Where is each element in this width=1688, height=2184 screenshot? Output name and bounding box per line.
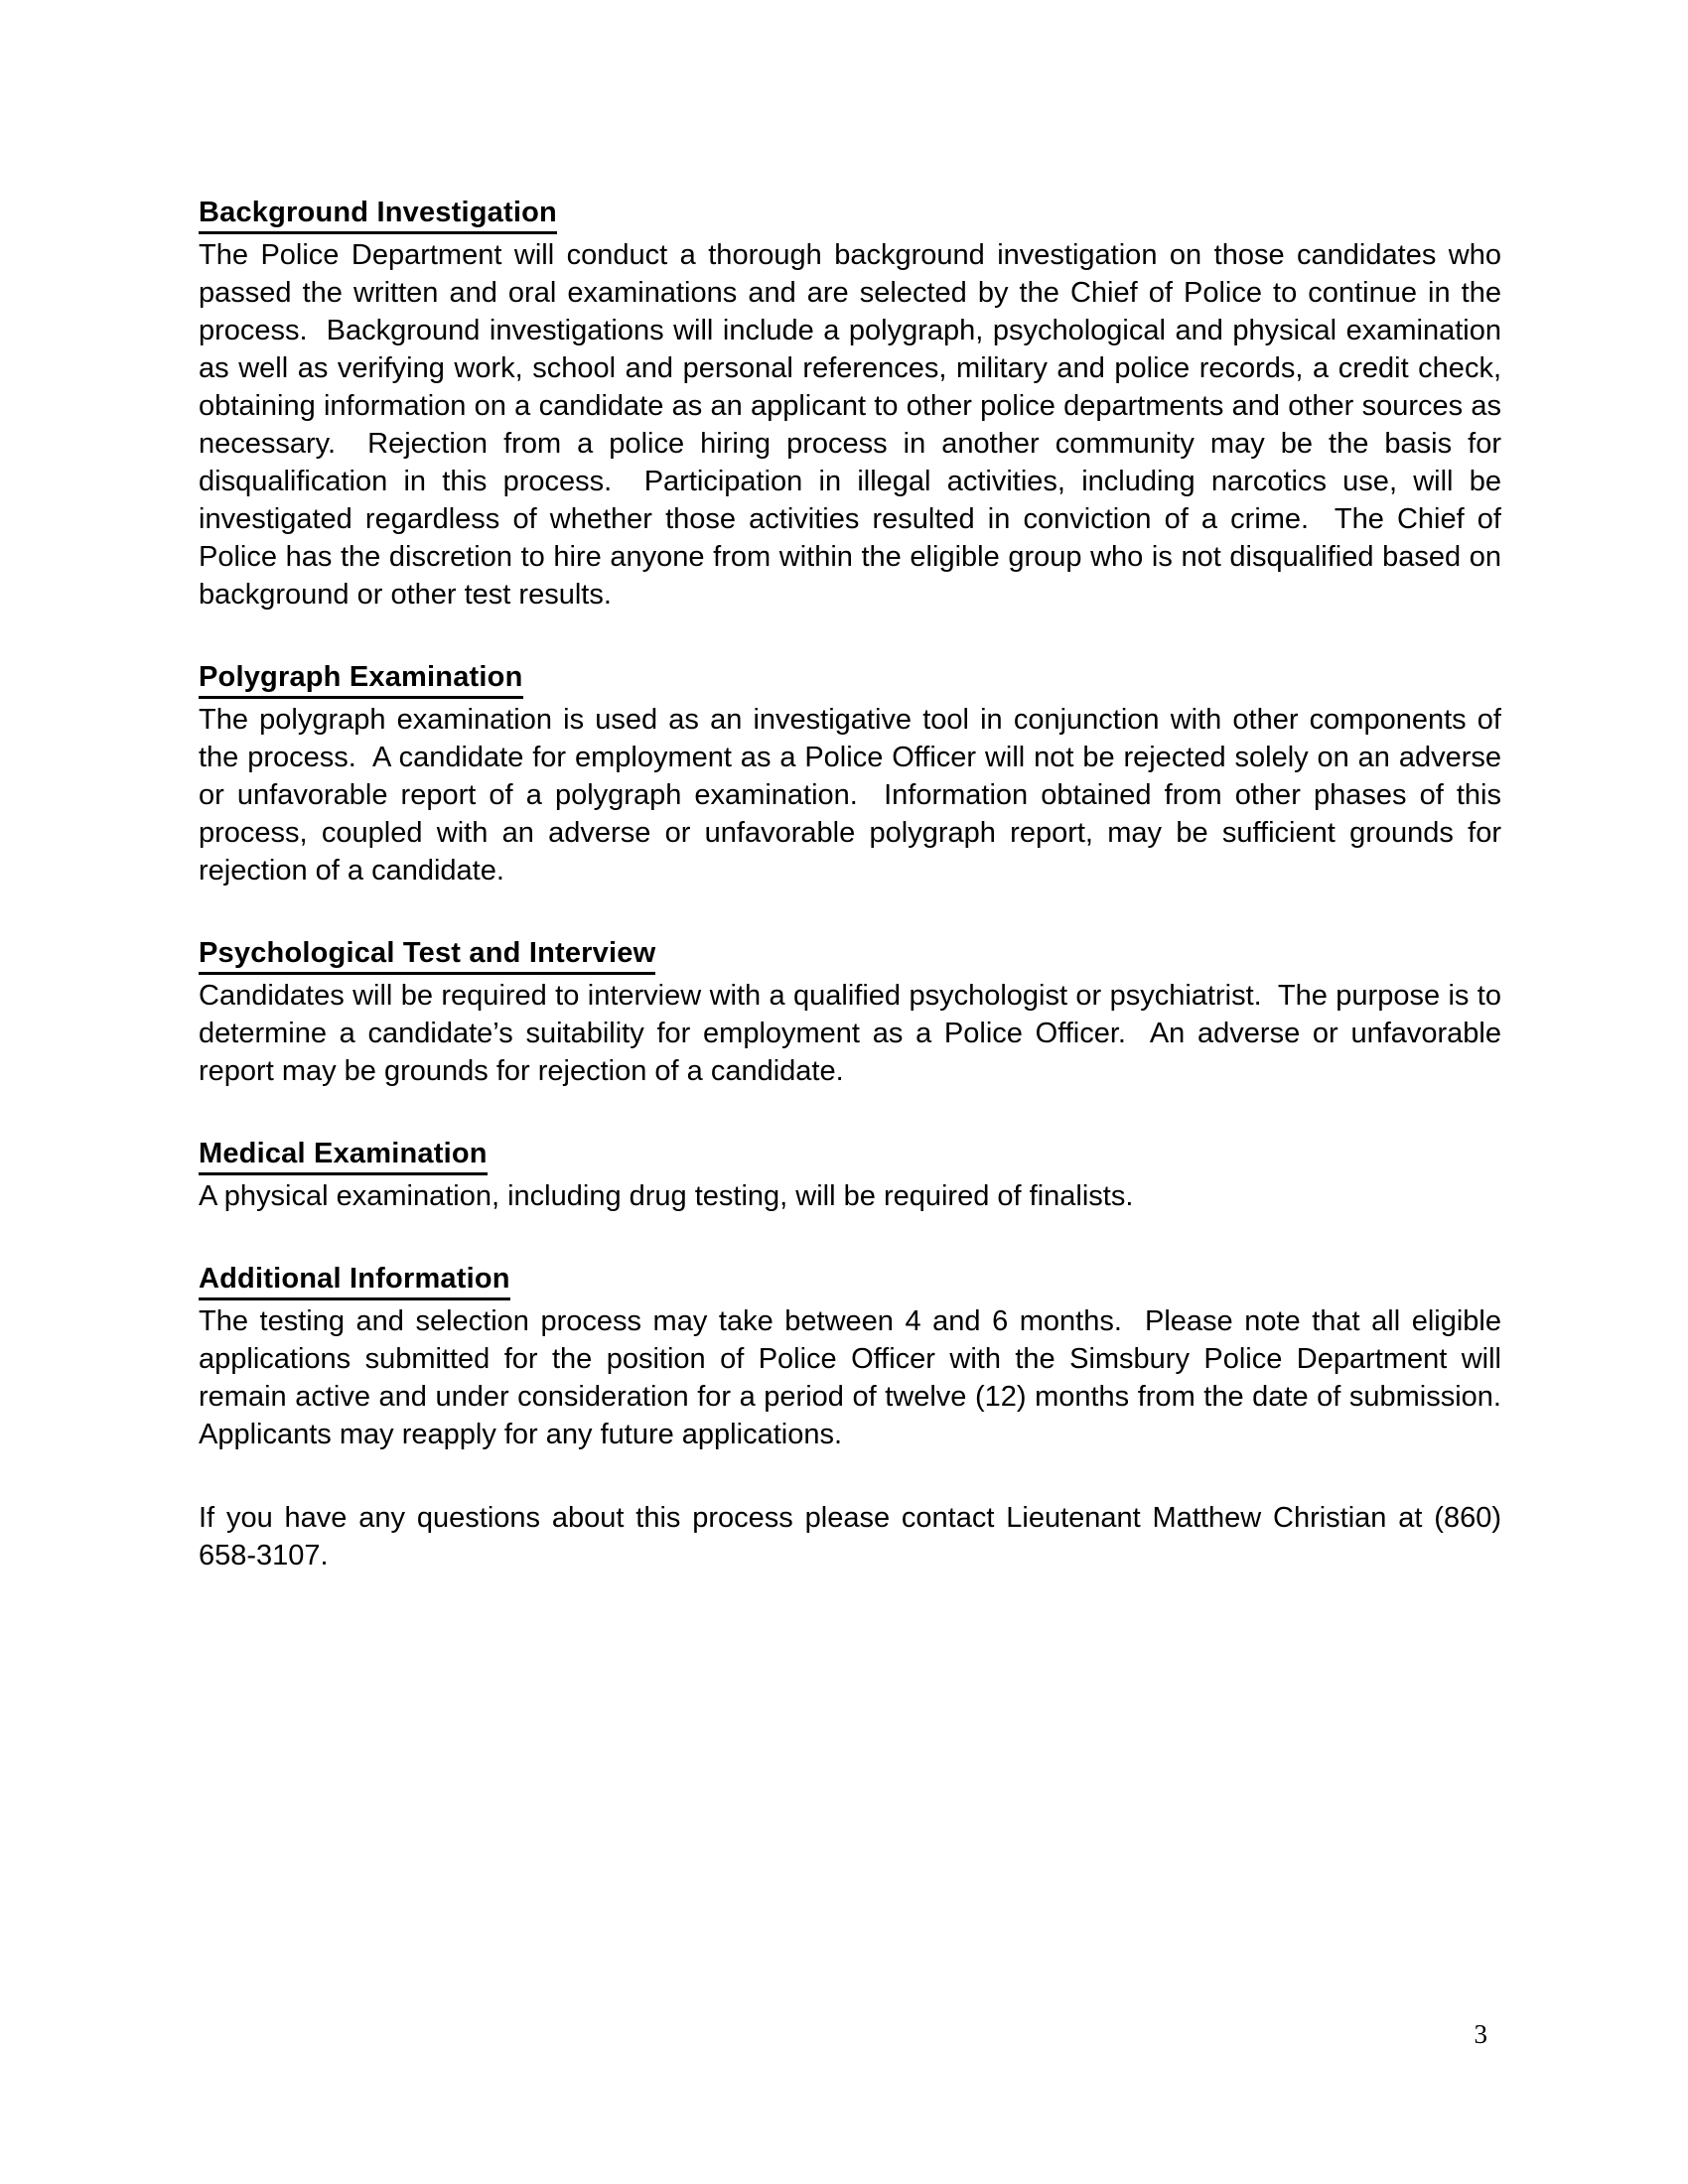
page-number: 3	[1474, 2019, 1487, 2049]
section-heading-psychological-test-and-interview: Psychological Test and Interview	[199, 935, 655, 975]
closing-paragraph: If you have any questions about this process please contact Lieutenant Matthew Christian at (860) 658-3107.	[199, 1502, 1510, 1571]
section-body-additional-information: The testing and selection process may take between 4 and 6 months. Please note that all eligible applications submitted for the position of Police Officer with the Simsbury Police Department will remain active and under consideration for a period of twelve (12) months from the date of submission. Applicants may reapply for any future applications.	[199, 1305, 1518, 1450]
document-content	[199, 195, 1518, 1574]
section-body-polygraph-examination: The polygraph examination is used as an investigative tool in conjunction with other components of the process. A candidate for employment as a Police Officer will not be rejected solely on an adverse or unfavorable report of a polygraph examination. Information obtained from other phases of this process, coupled with an adverse or unfavorable polygraph report, may be sufficient grounds for rejection of a candidate.	[199, 704, 1510, 887]
section-heading-background-investigation: Background Investigation	[199, 195, 557, 234]
section-polygraph-examination	[199, 659, 1510, 889]
section-heading-additional-information: Additional Information	[199, 1261, 510, 1300]
section-body-medical-examination: A physical examination, including drug testing, will be required of finalists.	[199, 1180, 1134, 1212]
section-additional-information	[199, 1261, 1518, 1453]
section-background-investigation	[199, 195, 1510, 614]
section-heading-medical-examination: Medical Examination	[199, 1136, 488, 1175]
section-body-psychological-test-and-interview: Candidates will be required to interview with a qualified psychologist or psychiatrist. The purpose is to determine a candidate’s suitability for employment as a Police Officer. An adverse or unfavorable report may be grounds for rejection of a candidate.	[199, 980, 1510, 1087]
section-psychological-test-and-interview	[199, 935, 1510, 1090]
section-body-background-investigation: The Police Department will conduct a thorough background investigation on those candidates who passed the written and oral examinations and are selected by the Chief of Police to continue in the process. Background investigations will include a polygraph, psychological and physical examination as well as verifying work, school and personal references, military and police records, a credit check, obtaining information on a candidate as an applicant to other police departments and other sources as necessary. Rejection from a police hiring process in another community may be the basis for disqualification in this process. Participation in illegal activities, including narcotics use, will be investigated regardless of whether those activities resulted in conviction of a crime. The Chief of Police has the discretion to hire anyone from within the eligible group who is not disqualified based on background or other test results.	[199, 239, 1510, 611]
section-medical-examination	[199, 1136, 1501, 1215]
section-heading-polygraph-examination: Polygraph Examination	[199, 659, 523, 699]
